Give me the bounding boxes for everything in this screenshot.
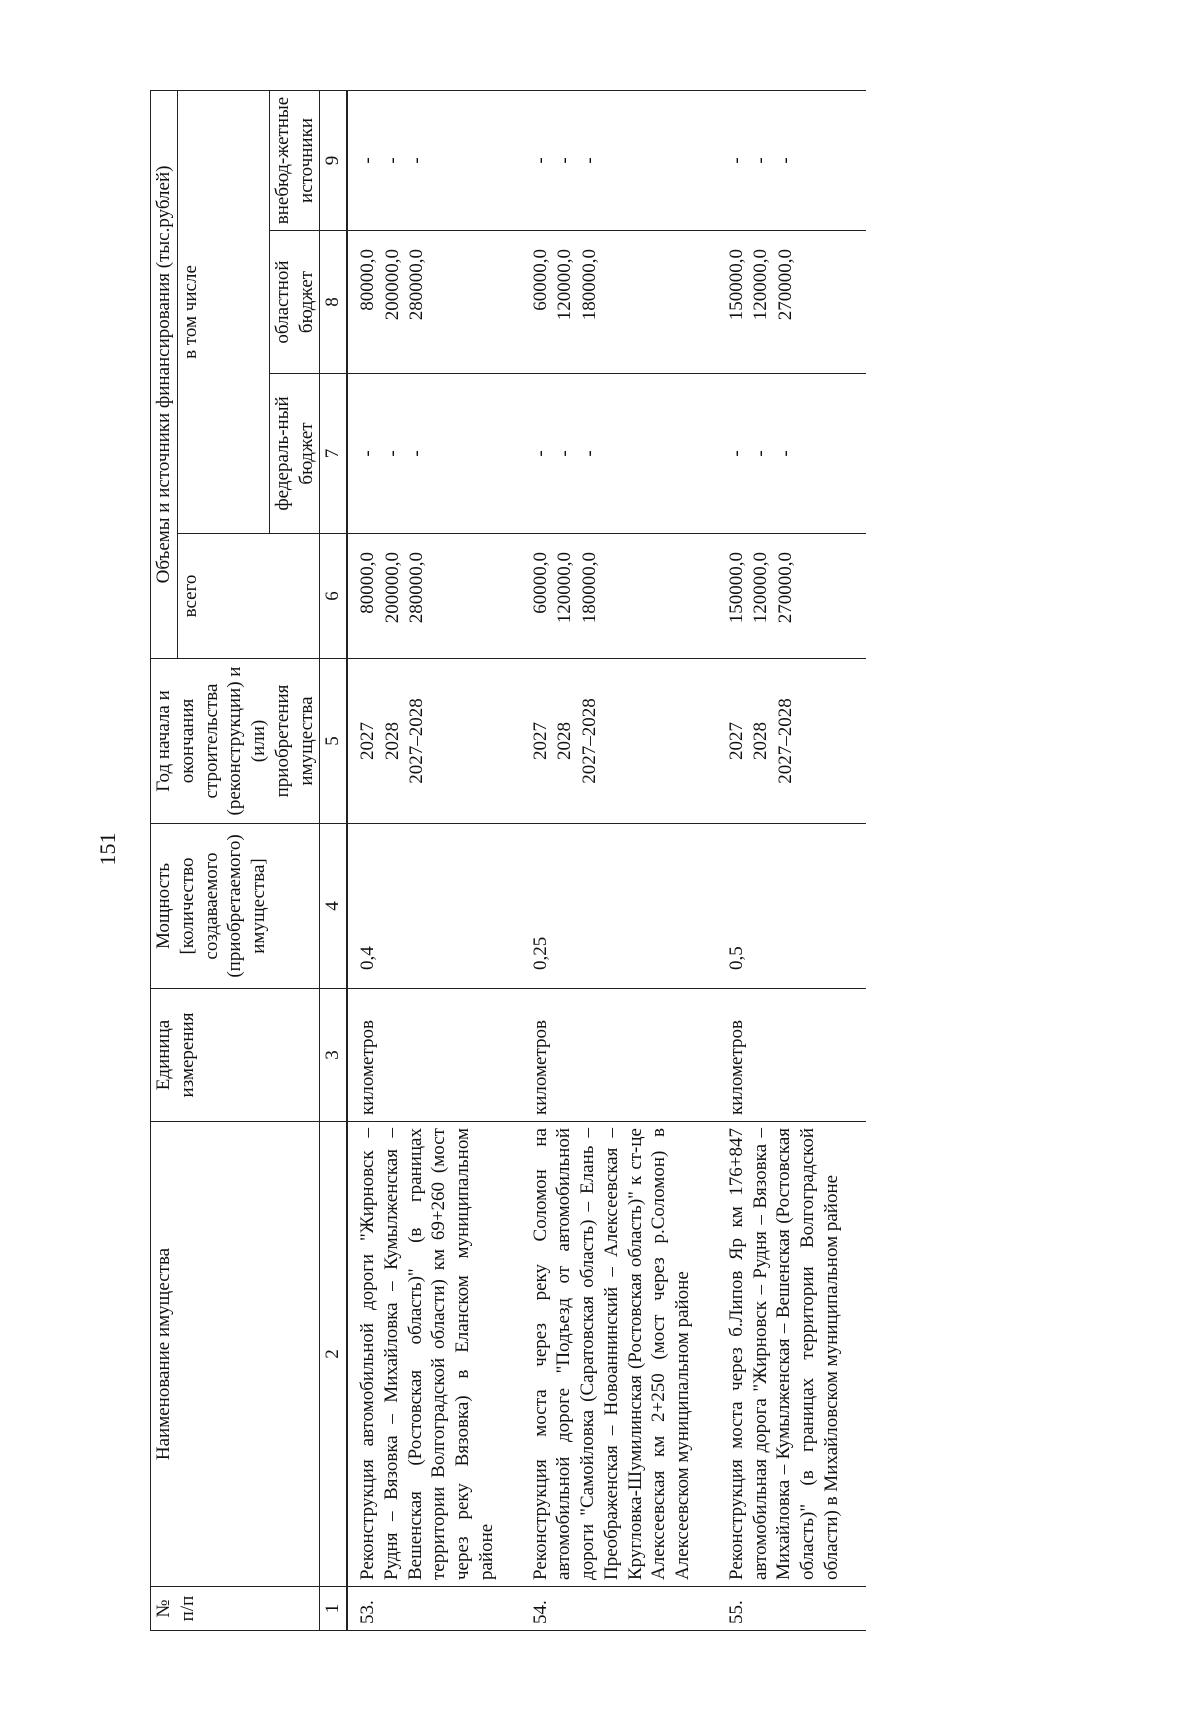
year-value: 2028 xyxy=(554,722,576,760)
extrabudget-value: - xyxy=(578,157,600,164)
extrabudget-cell xyxy=(717,90,866,230)
extrabudget-value: - xyxy=(357,157,378,164)
years-cell xyxy=(521,659,717,824)
federal-value: - xyxy=(357,450,378,457)
header-num: № п/п xyxy=(151,1587,320,1631)
table-row xyxy=(521,90,717,1630)
property-name: Реконструкция автомобильной дороги "Жирновск – Рудня – Вязовка – Михайловка – Кумылженская – Вешенская (Ростовская область)" (в границах территории Волгоградской области) км 69+260 (мост через реку Вязовка) в Еланском муниципальном районе xyxy=(347,1122,521,1587)
column-number: 3 xyxy=(320,989,347,1122)
extrabudget-value: - xyxy=(381,157,403,164)
capacity: 0,25 xyxy=(521,824,717,989)
unit: километров xyxy=(347,989,521,1122)
column-number: 6 xyxy=(320,534,347,659)
extrabudget-value: - xyxy=(406,157,428,164)
header-unit: Единица измерения xyxy=(151,989,320,1122)
year-value: 2027–2028 xyxy=(775,698,797,784)
extrabudget-value: - xyxy=(529,157,551,164)
federal-cell xyxy=(521,374,717,534)
total-value: 80000,0 xyxy=(357,552,378,614)
year-value: 2027–2028 xyxy=(406,698,428,784)
total-value: 280000,0 xyxy=(406,552,428,624)
year-value: 2028 xyxy=(381,722,403,760)
header-regional: областной бюджет xyxy=(269,231,320,374)
extrabudget-cell xyxy=(347,90,521,230)
column-number: 8 xyxy=(320,231,347,374)
header-capacity: Мощность [количество создаваемого (приобретаемого) имущества] xyxy=(151,824,320,989)
column-number: 7 xyxy=(320,374,347,534)
year-value: 2027 xyxy=(725,722,747,760)
regional-value: 150000,0 xyxy=(725,249,747,321)
total-value: 120000,0 xyxy=(750,552,772,624)
table-row xyxy=(717,90,866,1630)
property-name: Реконструкция моста через б.Липов Яр км 176+847 автомобильная дорога "Жирновск – Рудня – Вязовка – Михайловка – Кумылженская – Вешенская (Ростовская область)" (в границах территории Волгоградской области) в Михайловском муниципальном районе xyxy=(717,1122,866,1587)
column-number: 5 xyxy=(320,659,347,824)
federal-value: - xyxy=(381,450,403,457)
rotated-page-content xyxy=(150,91,1120,1631)
regional-value: 120000,0 xyxy=(554,249,576,321)
total-cell xyxy=(717,534,866,659)
year-value: 2027 xyxy=(357,722,378,760)
extrabudget-value: - xyxy=(725,157,747,164)
investment-table xyxy=(150,90,866,1631)
column-number: 9 xyxy=(320,90,347,230)
regional-value: 60000,0 xyxy=(529,249,551,311)
regional-value: 270000,0 xyxy=(775,249,797,321)
row-number: 54. xyxy=(521,1587,717,1631)
federal-value: - xyxy=(725,450,747,457)
federal-value: - xyxy=(406,450,428,457)
regional-cell xyxy=(521,231,717,374)
header-funding: Объемы и источники финансирования (тыс.рублей) xyxy=(151,90,178,658)
federal-value: - xyxy=(554,450,576,457)
property-name: Реконструкция моста через реку Соломон на автомобильной дороге "Подъезд от автомобильной дороги "Самойловка (Саратовская область) – Елань – Преображенская – Новоаннинский – Алексеевская – Кругловка-Шумилинская (Ростовская область)" к ст-це Алексеевская км 2+250 (мост через р.Соломон) в Алексеевском муниципальном районе xyxy=(521,1122,717,1587)
years-cell xyxy=(717,659,866,824)
header-extrabudget: внебюд-жетные источники xyxy=(269,90,320,230)
year-value: 2027–2028 xyxy=(578,698,600,784)
row-number: 53. xyxy=(347,1587,521,1631)
federal-value: - xyxy=(529,450,551,457)
column-number: 2 xyxy=(320,1122,347,1587)
regional-cell xyxy=(717,231,866,374)
extrabudget-cell xyxy=(521,90,717,230)
header-including: в том числе xyxy=(177,90,269,533)
regional-value: 80000,0 xyxy=(357,249,378,311)
header-federal: федераль-ный бюджет xyxy=(269,374,320,534)
unit: километров xyxy=(521,989,717,1122)
total-cell xyxy=(521,534,717,659)
capacity: 0,5 xyxy=(717,824,866,989)
year-value: 2027 xyxy=(529,722,551,760)
federal-value: - xyxy=(578,450,600,457)
total-value: 180000,0 xyxy=(578,552,600,624)
year-value: 2028 xyxy=(750,722,772,760)
total-value: 270000,0 xyxy=(775,552,797,624)
unit: километров xyxy=(717,989,866,1122)
header-name: Наименование имущества xyxy=(151,1122,320,1587)
header-years: Год начала и окончания строительства (реконструкции) и (или) приобретения имущества xyxy=(151,659,320,824)
row-number: 55. xyxy=(717,1587,866,1631)
federal-value: - xyxy=(750,450,772,457)
column-number: 1 xyxy=(320,1587,347,1631)
page-number: 151 xyxy=(95,832,120,866)
years-cell xyxy=(347,659,521,824)
total-value: 150000,0 xyxy=(725,552,747,624)
table-row xyxy=(347,90,521,1630)
extrabudget-value: - xyxy=(554,157,576,164)
column-number: 4 xyxy=(320,824,347,989)
federal-value: - xyxy=(775,450,797,457)
total-value: 60000,0 xyxy=(529,552,551,614)
total-value: 120000,0 xyxy=(554,552,576,624)
federal-cell xyxy=(717,374,866,534)
capacity: 0,4 xyxy=(347,824,521,989)
extrabudget-value: - xyxy=(750,157,772,164)
total-value: 200000,0 xyxy=(381,552,403,624)
regional-value: 280000,0 xyxy=(406,249,428,321)
regional-value: 180000,0 xyxy=(578,249,600,321)
regional-value: 200000,0 xyxy=(381,249,403,321)
total-cell xyxy=(347,534,521,659)
regional-value: 120000,0 xyxy=(750,249,772,321)
header-total: всего xyxy=(177,534,320,659)
federal-cell xyxy=(347,374,521,534)
extrabudget-value: - xyxy=(775,157,797,164)
regional-cell xyxy=(347,231,521,374)
